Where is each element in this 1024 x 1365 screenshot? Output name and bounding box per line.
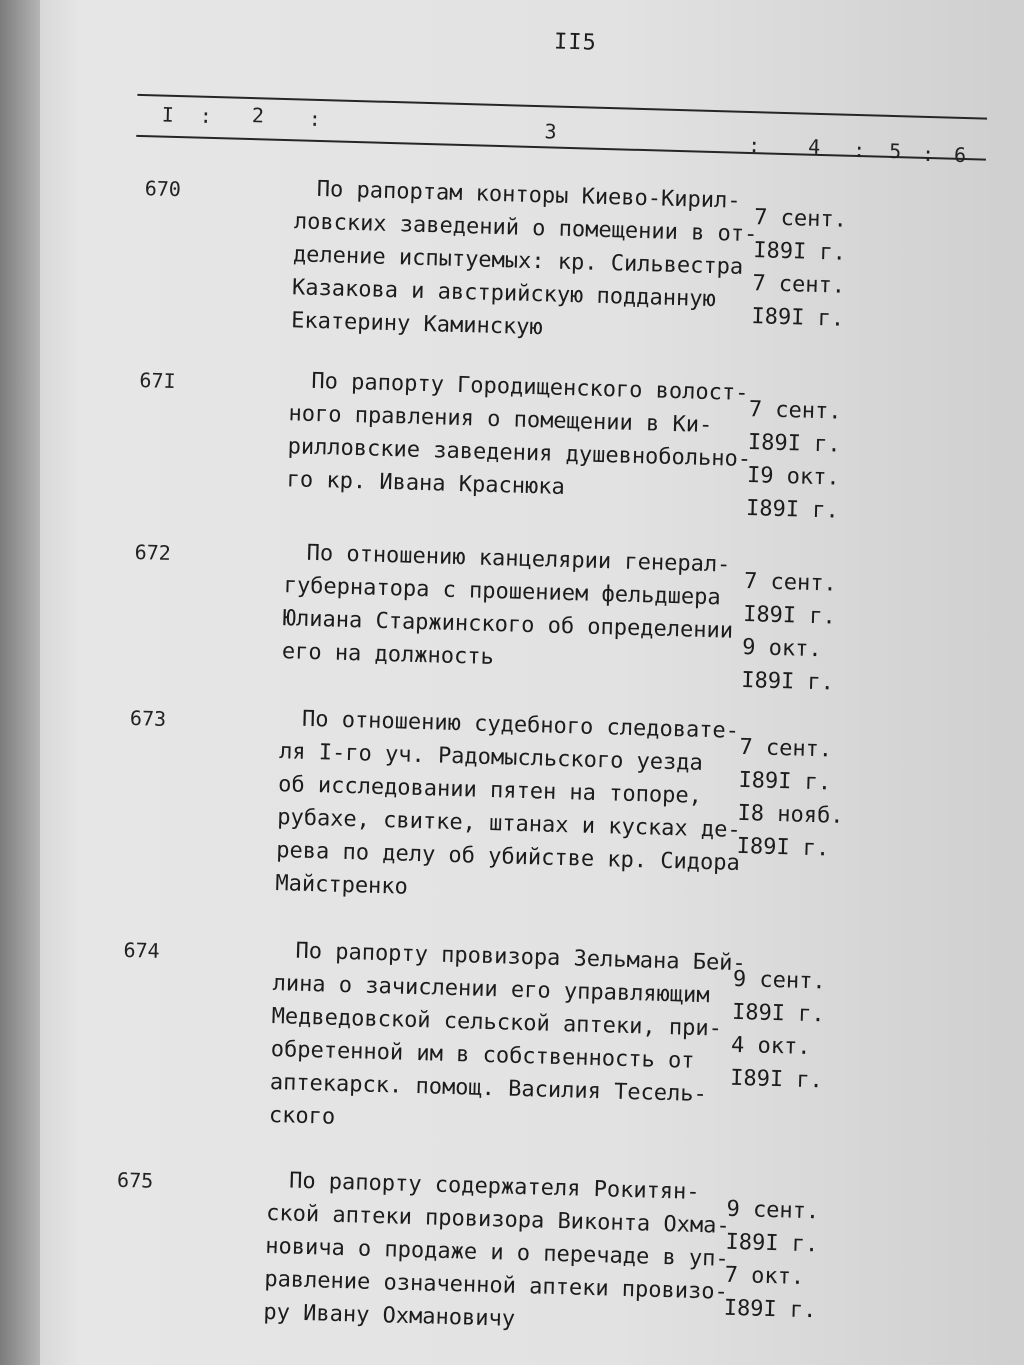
entry-text-line: его на должность	[281, 639, 495, 671]
entry-number: 670	[144, 176, 182, 202]
entry-text-line: По рапорту провизора Зельмана Бей-	[295, 938, 747, 977]
entry-text-line: По рапорту содержателя Рокитян-	[288, 1168, 700, 1205]
entry-text-line: Медведовской сельской аптеки, при-	[271, 1003, 723, 1042]
entry-date-line: 9 сент.	[726, 1196, 820, 1225]
entry-date-line: I9 окт.	[746, 463, 841, 491]
column-separator: :	[852, 137, 866, 163]
table-header-rule-top	[137, 94, 987, 120]
entry-text-line: обретенной им в собственность от	[270, 1036, 695, 1074]
entry-date-line: I8 нояб.	[737, 800, 844, 829]
entry-text-line: По отношению судебного следовате-	[301, 706, 740, 744]
entry-date-line: 4 окт.	[730, 1032, 811, 1061]
entry-text-line: об исследовании пятен на топоре,	[277, 772, 703, 809]
entry-date-line: I89I г.	[752, 238, 847, 266]
entry-text-line: По отношению канцелярии генерал-	[306, 540, 731, 578]
entry-text-line: Екатерину Каминскую	[290, 308, 544, 341]
entry-number: 675	[116, 1167, 154, 1193]
entry-date-line: I89I г.	[725, 1229, 819, 1258]
entry-text-line: По рапортам конторы Киево-Кирил-	[316, 176, 741, 214]
entry-text-line: ру Ивану Охмановичу	[263, 1299, 516, 1332]
entry-text-line: Казакова и австрийскую подданную	[291, 275, 717, 313]
column-header-6: 6	[953, 142, 967, 168]
column-header-2: 2	[251, 103, 265, 128]
entry-text-line: рилловские заведения душевнобольно-	[287, 434, 752, 473]
column-header-5: 5	[888, 138, 902, 164]
entry-text-line: ля I-го уч. Радомысльского уезда	[278, 739, 704, 776]
entry-text-line: деление испытуемых: кр. Сильвестра	[292, 242, 744, 280]
entry-text-line: аптекарск. помощ. Василия Тесель-	[269, 1069, 708, 1108]
entry-text-line: Юлиана Старжинского об определении	[282, 606, 734, 644]
column-separator: :	[308, 106, 322, 132]
entry-date-line: 7 сент.	[748, 397, 842, 425]
entry-text-line: ловских заведений о помещении в от-	[293, 209, 758, 248]
entry-date-line: 9 сент.	[732, 966, 826, 995]
entry-date-line: I89I г.	[738, 767, 832, 796]
entry-date-line: I89I г.	[729, 1065, 824, 1094]
entry-date-line: I89I г.	[751, 304, 845, 332]
entry-text-line: губернатора с прошением фельдшера	[283, 573, 722, 611]
entry-text-line: Майстренко	[275, 871, 409, 900]
entry-date-line: I89I г.	[745, 496, 840, 524]
entry-number: 674	[123, 937, 160, 963]
entry-date-line: I89I г.	[747, 430, 841, 458]
entry-date-line: 9 окт.	[741, 634, 823, 663]
entry-text-line: го кр. Ивана Краснюка	[286, 467, 566, 500]
entry-date-line: 7 сент.	[743, 569, 838, 597]
entry-date-line: 7 окт.	[724, 1262, 805, 1290]
entry-number: 673	[129, 705, 167, 731]
column-header-4: 4	[807, 134, 821, 159]
column-header-3: 3	[544, 119, 557, 144]
entry-date-line: 7 сент.	[739, 734, 833, 763]
entry-text-line: новича о продаже и о перечаде в уп-	[264, 1233, 730, 1272]
entry-date-line: I89I г.	[742, 601, 837, 630]
entry-text-line: лина о зачислении его управляющим	[272, 971, 710, 1009]
entry-date-line: I89I г.	[740, 667, 835, 696]
entry-text-line: рубахе, свитке, штанах и кусках де-	[276, 805, 742, 844]
entry-text-line: По рапорту Городищенского волост-	[311, 368, 749, 407]
entry-number: 672	[134, 539, 172, 565]
entry-date-line: I89I г.	[736, 833, 830, 862]
column-separator: :	[921, 141, 935, 167]
column-separator: :	[747, 132, 761, 158]
entry-date-line: 7 сент.	[753, 205, 848, 233]
column-header-1: I	[161, 102, 175, 127]
entry-text-line: ного правления о помещении в Ки-	[288, 401, 713, 439]
entry-text-line: ского	[268, 1102, 336, 1130]
page-number: II5	[553, 29, 598, 56]
column-separator: :	[199, 103, 213, 128]
entry-text-line: рева по делу об убийстве кр. Сидора	[276, 838, 741, 876]
entry-text-line: ской аптеки провизора Виконта Охма-	[265, 1200, 730, 1239]
entry-number: 67I	[139, 368, 176, 394]
entry-date-line: 7 сент.	[752, 271, 846, 299]
entry-date-line: I89I г.	[723, 1295, 817, 1324]
entry-text-line: равление означенной аптеки провизо-	[264, 1266, 729, 1305]
entry-date-line: I89I г.	[731, 999, 826, 1028]
